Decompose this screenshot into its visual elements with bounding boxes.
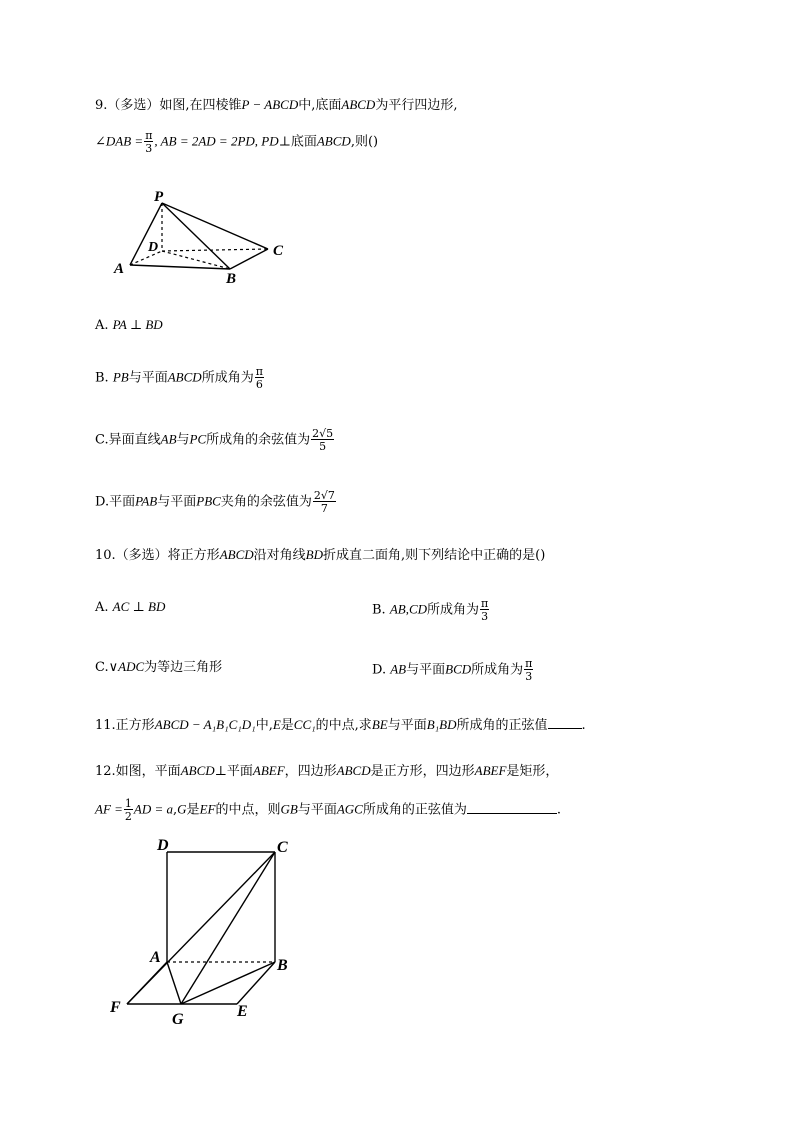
q9-end: 为平行四边形, xyxy=(375,98,458,113)
q12-ad: AD = a xyxy=(133,801,174,817)
q10-bd: BD xyxy=(305,547,323,562)
q10-stem xyxy=(95,546,545,565)
q12-half xyxy=(124,798,133,822)
option-text: 与平面 xyxy=(406,662,446,678)
q12-text: 所成角的正弦值为 xyxy=(362,802,467,818)
label-C: C xyxy=(277,839,288,856)
q12-prefix: 12.如图，平面 xyxy=(95,764,181,779)
q10-option-a[interactable] xyxy=(95,598,165,617)
option-expr: PAB xyxy=(135,493,158,509)
q9-tail1: 底面 xyxy=(290,134,317,150)
q12-abef: ABEF xyxy=(474,763,507,778)
label-B: B xyxy=(277,957,288,974)
label-B: B xyxy=(226,271,237,285)
option-expr: ABCD xyxy=(167,369,202,385)
option-label: B. xyxy=(372,602,386,618)
q9-pyramid-figure xyxy=(110,185,290,285)
q9-perp: ⊥ xyxy=(278,134,291,150)
q12-answer-blank[interactable] xyxy=(467,813,557,814)
label-C: C xyxy=(273,243,284,259)
q12-text: ，四边形 xyxy=(284,764,337,779)
q12-ef: EF xyxy=(199,801,216,817)
q9-pi-over-3 xyxy=(144,130,153,154)
q12-agc: AGC xyxy=(336,801,363,817)
q11-answer-blank[interactable] xyxy=(548,728,582,729)
label-E: E xyxy=(237,1003,248,1020)
q9-frac-num: π xyxy=(145,129,153,142)
label-F: F xyxy=(110,999,121,1016)
q11-text: 的中点,求 xyxy=(315,718,372,733)
frac-den: 6 xyxy=(255,378,263,391)
q9-option-d[interactable] xyxy=(95,490,337,514)
option-label: D.平面 xyxy=(95,494,136,510)
option-label: B. xyxy=(95,370,109,386)
option-text: 与平面 xyxy=(128,370,168,386)
option-expr: PBC xyxy=(196,493,221,509)
label-G: G xyxy=(172,1011,184,1028)
option-expr: AC ⊥ BD xyxy=(112,599,166,614)
option-expr: PB xyxy=(112,369,129,385)
option-text: 所成角为 xyxy=(471,662,524,678)
option-label: C. xyxy=(95,660,109,675)
q9-option-a[interactable] xyxy=(95,316,163,335)
frac-num: π xyxy=(525,657,533,670)
q10-option-d[interactable] xyxy=(372,658,534,682)
q12-abcd: ABCD xyxy=(336,763,371,778)
q9-frac-den: 3 xyxy=(145,142,153,155)
q12-text: 是矩形， xyxy=(506,764,559,779)
option-expr: PA ⊥ BD xyxy=(112,317,163,332)
q9b-fraction xyxy=(255,366,264,390)
q12-g: G xyxy=(177,801,187,817)
q12-text: 平面 xyxy=(226,764,253,779)
option-text: 所成角为 xyxy=(427,602,480,618)
q12-abef: ABEF xyxy=(252,763,285,778)
option-expr: AB xyxy=(390,661,407,677)
option-expr: PC xyxy=(189,431,207,447)
q9-prefix: 9.（多选）如图,在四棱锥 xyxy=(95,98,242,113)
label-P: P xyxy=(154,189,164,205)
frac-num: 2√7 xyxy=(313,489,335,502)
q10d-fraction xyxy=(524,658,533,682)
option-label: D. xyxy=(372,662,387,678)
frac-den: 2 xyxy=(124,810,132,823)
option-text: 夹角的余弦值为 xyxy=(220,494,312,510)
q9-relations: , AB = 2AD = 2PD, PD xyxy=(154,133,279,149)
q12-gb: GB xyxy=(280,801,298,817)
frac-den: 7 xyxy=(320,502,328,515)
frac-num: 1 xyxy=(124,797,132,810)
q9c-fraction xyxy=(311,428,334,452)
option-label: C.异面直线 xyxy=(95,432,161,448)
option-expr: AB xyxy=(160,431,177,447)
q11-prefix: 11.正方形 xyxy=(95,718,155,733)
q12-text: 是正方形，四边形 xyxy=(370,764,475,779)
label-A: A xyxy=(150,949,161,966)
frac-num: π xyxy=(255,365,263,378)
label-A: A xyxy=(114,261,125,277)
q10-prefix: 10.（多选）将正方形 xyxy=(95,548,220,563)
q11-text: 所成角的正弦值 xyxy=(456,718,548,733)
frac-num: 2√5 xyxy=(312,427,334,440)
q12-text: 与平面 xyxy=(297,802,337,818)
q9-text: 中,底面 xyxy=(298,98,342,113)
q12-comma: , xyxy=(173,802,178,818)
q10-text: 沿对角线 xyxy=(253,548,306,563)
q9-stem-line1 xyxy=(95,96,457,115)
q11-b1bd: B₁BD xyxy=(426,717,457,732)
option-expr: ∨ADC xyxy=(108,659,145,674)
frac-den: 3 xyxy=(525,670,533,683)
option-text: 与 xyxy=(176,432,190,448)
q10-option-b[interactable] xyxy=(372,598,490,622)
option-text: 为等边三角形 xyxy=(144,660,223,675)
q10-abcd: ABCD xyxy=(219,547,254,562)
q12-prism-figure xyxy=(105,830,305,1030)
q11-be: BE xyxy=(371,717,388,732)
q10-option-c[interactable] xyxy=(95,658,222,677)
q11-cube: ABCD − A₁B₁C₁D₁ xyxy=(154,717,256,732)
frac-den: 3 xyxy=(481,610,489,623)
q11-text: 是 xyxy=(280,718,294,733)
q9-tail-base: ABCD xyxy=(316,133,351,149)
q12-abcd: ABCD xyxy=(180,763,215,778)
option-expr: BCD xyxy=(445,661,472,677)
q9-option-c[interactable] xyxy=(95,428,335,452)
frac-num: π xyxy=(481,597,489,610)
q12-stem-line2 xyxy=(95,798,561,822)
q11-text: 中, xyxy=(255,718,273,733)
q11-stem xyxy=(95,716,586,735)
label-D: D xyxy=(148,240,159,255)
option-text: 与平面 xyxy=(157,494,197,510)
label-D: D xyxy=(157,837,169,854)
q10b-fraction xyxy=(480,598,489,622)
q12-text: 是 xyxy=(186,802,200,818)
option-expr: AB,CD xyxy=(389,601,428,617)
q11-end: . xyxy=(581,718,586,733)
option-label: A. xyxy=(95,318,109,333)
option-text: 所成角为 xyxy=(201,370,254,386)
q9-option-b[interactable] xyxy=(95,366,265,390)
q9-angle: ∠DAB = xyxy=(95,133,144,149)
q12-perp: ⊥ xyxy=(214,764,227,779)
q12-af: AF = xyxy=(95,801,123,817)
q11-e: E xyxy=(272,717,281,732)
option-text: 所成角的余弦值为 xyxy=(206,432,311,448)
q9-stem-line2 xyxy=(95,130,378,154)
q11-cc1: CC₁ xyxy=(293,717,316,732)
option-label: A. xyxy=(95,600,109,615)
q10-end: 折成直二面角,则下列结论中正确的是() xyxy=(323,548,546,563)
q12-text: 的中点，则 xyxy=(215,802,281,818)
q9-pyramid: P − ABCD xyxy=(241,97,299,112)
q9-tail2: ,则() xyxy=(350,134,379,150)
q12-stem-line1 xyxy=(95,762,558,781)
frac-den: 5 xyxy=(319,440,327,453)
q11-text: 与平面 xyxy=(387,718,427,733)
q9-base: ABCD xyxy=(341,97,376,112)
q9d-fraction xyxy=(313,490,336,514)
q12-end: . xyxy=(556,802,561,818)
